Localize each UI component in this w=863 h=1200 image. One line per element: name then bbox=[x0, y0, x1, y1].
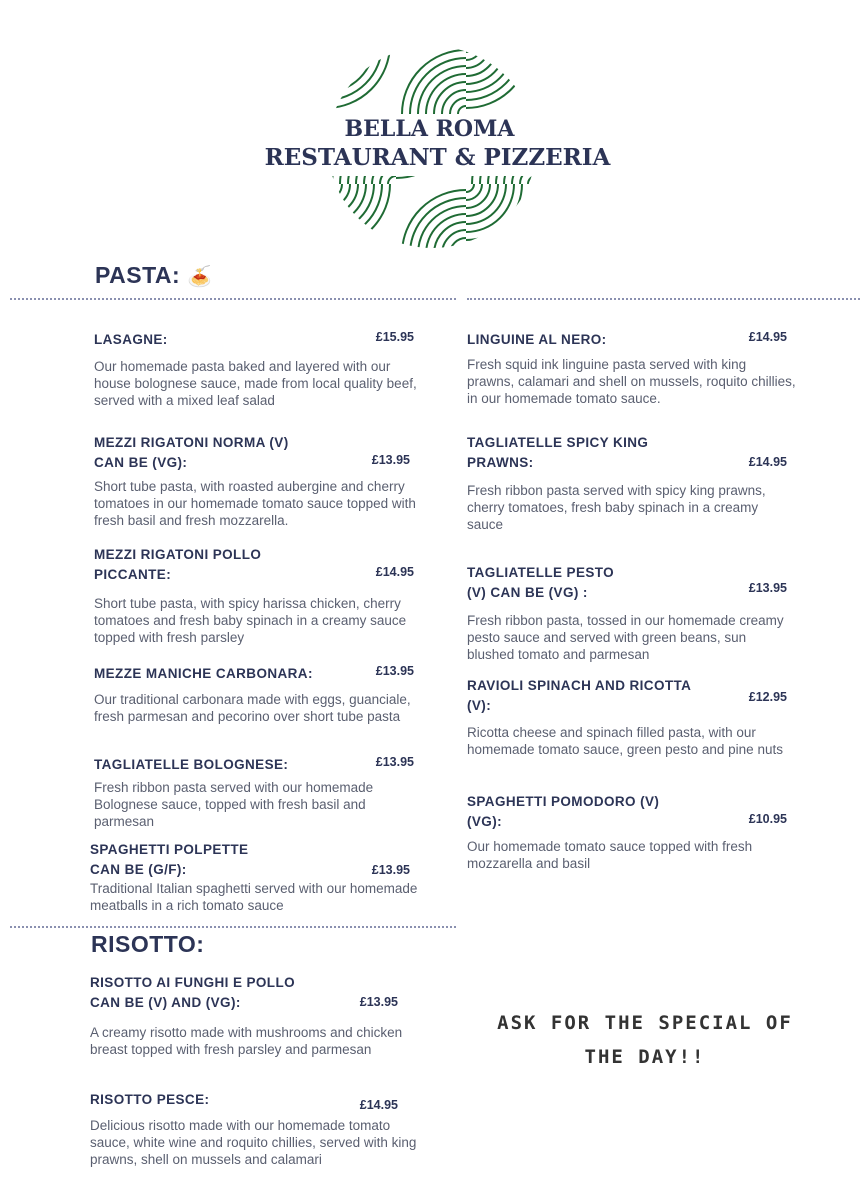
pasta-heading: PASTA: bbox=[95, 262, 181, 288]
item-price: £14.95 bbox=[359, 1098, 398, 1112]
menu-item-risotto-pesce bbox=[90, 1090, 417, 1167]
menu-item-rigatoni-norma bbox=[94, 433, 416, 528]
item-description: Delicious risotto made with our homemade tomato sauce, white wine and roquito chillies, served with king prawns, shell on mussels and calamari bbox=[90, 1118, 417, 1167]
item-name-line2: (V): bbox=[467, 698, 492, 713]
logo-arc bbox=[388, 176, 396, 184]
item-price: £13.95 bbox=[375, 664, 414, 678]
menu-item-spicy-prawns bbox=[467, 433, 787, 532]
logo-arc bbox=[326, 44, 382, 100]
menu-item-carbonara bbox=[94, 664, 414, 724]
special-of-the-day bbox=[440, 1006, 850, 1074]
special-line-2: THE DAY!! bbox=[584, 1046, 706, 1068]
item-name-line2: CAN BE (V) AND (VG): bbox=[90, 995, 241, 1010]
item-price: £12.95 bbox=[748, 690, 787, 704]
divider bbox=[10, 298, 456, 300]
item-name: RAVIOLI SPINACH AND RICOTTA bbox=[467, 678, 692, 693]
special-line-1: ASK FOR THE SPECIAL OF bbox=[497, 1012, 793, 1034]
item-price: £13.95 bbox=[748, 581, 787, 595]
item-price: £13.95 bbox=[371, 863, 410, 877]
logo-arc bbox=[528, 176, 536, 184]
logo-arc bbox=[458, 106, 466, 114]
item-name-line2: (VG): bbox=[467, 814, 502, 829]
item-name: SPAGHETTI POMODORO (V) bbox=[467, 794, 660, 809]
item-name: RISOTTO AI FUNGHI E POLLO bbox=[90, 975, 296, 990]
item-name-line2: (V) CAN BE (VG) : bbox=[467, 585, 588, 600]
restaurant-name: BELLA ROMA bbox=[344, 116, 515, 142]
logo-arc bbox=[466, 44, 474, 52]
section-risotto: RISOTTO: bbox=[91, 931, 205, 957]
item-price: £14.95 bbox=[375, 565, 414, 579]
divider bbox=[467, 298, 860, 300]
logo-arc bbox=[326, 184, 350, 208]
item-price: £13.95 bbox=[371, 453, 410, 467]
item-name: RISOTTO PESCE: bbox=[90, 1092, 210, 1107]
item-description: Our traditional carbonara made with eggs, guanciale, fresh parmesan and pecorino over short tube pasta bbox=[94, 692, 411, 724]
logo-arc bbox=[326, 44, 390, 108]
menu-item-lasagne bbox=[94, 330, 417, 408]
item-name: LASAGNE: bbox=[94, 332, 168, 347]
logo-arc bbox=[442, 230, 466, 250]
item-name-line2: CAN BE (G/F): bbox=[90, 862, 187, 877]
item-description: Traditional Italian spaghetti served with our homemade meatballs in a rich tomato sauce bbox=[90, 881, 418, 913]
logo-arc bbox=[466, 44, 490, 68]
logo-arc bbox=[466, 44, 482, 60]
item-name: MEZZE MANICHE CARBONARA: bbox=[94, 666, 313, 681]
logo-arc bbox=[326, 44, 358, 76]
item-description: Fresh ribbon pasta served with spicy king prawns, cherry tomatoes, fresh baby spinach in a creamy sauce bbox=[467, 483, 766, 532]
logo-arc bbox=[326, 44, 350, 68]
logo-arc bbox=[466, 184, 474, 192]
item-description: A creamy risotto made with mushrooms and chicken breast topped with fresh parsley and parmesan bbox=[90, 1025, 403, 1057]
item-price: £10.95 bbox=[748, 812, 787, 826]
item-description: Our homemade tomato sauce topped with fresh mozzarella and basil bbox=[467, 839, 753, 871]
logo-arc bbox=[326, 44, 334, 52]
menu-item-linguine bbox=[467, 330, 796, 406]
menu-item-bolognese bbox=[94, 755, 414, 829]
item-name: MEZZI RIGATONI POLLO bbox=[94, 547, 262, 562]
logo-arc bbox=[418, 206, 466, 250]
item-description: Fresh ribbon pasta served with our homemade Bolognese sauce, topped with fresh basil and parmesan bbox=[94, 780, 374, 829]
item-description: Ricotta cheese and spinach filled pasta, with our homemade tomato sauce, green pesto and pine nuts bbox=[467, 725, 783, 757]
item-price: £15.95 bbox=[375, 330, 414, 344]
item-price: £13.95 bbox=[375, 755, 414, 769]
menu-item-polpette bbox=[90, 840, 418, 913]
item-price: £14.95 bbox=[748, 455, 787, 469]
item-name: LINGUINE AL NERO: bbox=[467, 332, 607, 347]
item-description: Short tube pasta, with spicy harissa chicken, cherry tomatoes and fresh baby spinach in a creamy sauce topped with fresh parsley bbox=[94, 596, 407, 645]
item-description: Our homemade pasta baked and layered with our house bolognese sauce, made from local quality beef, served with a mixed leaf salad bbox=[94, 359, 417, 408]
spaghetti-icon: 🍝 bbox=[187, 266, 213, 288]
item-description: Short tube pasta, with roasted aubergine and cherry tomatoes in our homemade tomato sauce topped with fresh basil and fresh mozzarella. bbox=[94, 479, 416, 528]
divider bbox=[10, 926, 456, 928]
logo-arc bbox=[326, 184, 342, 200]
menu-item-pomodoro bbox=[467, 792, 787, 871]
menu-item-risotto-funghi bbox=[90, 973, 403, 1057]
section-pasta bbox=[95, 262, 213, 289]
item-name: TAGLIATELLE SPICY KING bbox=[467, 435, 649, 450]
item-name-line2: PRAWNS: bbox=[467, 455, 534, 470]
item-price: £13.95 bbox=[359, 995, 398, 1009]
logo-arc bbox=[450, 238, 466, 250]
logo-arc bbox=[326, 184, 334, 192]
item-name-line2: PICCANTE: bbox=[94, 567, 172, 582]
restaurant-subtitle: RESTAURANT & PIZZERIA bbox=[264, 144, 611, 171]
logo-arc bbox=[326, 44, 342, 60]
item-name: TAGLIATELLE BOLOGNESE: bbox=[94, 757, 289, 772]
item-name: SPAGHETTI POLPETTE bbox=[90, 842, 249, 857]
item-description: Fresh ribbon pasta, tossed in our homemade creamy pesto sauce and served with green beans, sun blushed tomato and parmesan bbox=[467, 613, 784, 662]
menu-item-ravioli bbox=[467, 676, 787, 757]
item-price: £14.95 bbox=[748, 330, 787, 344]
item-description: Fresh squid ink linguine pasta served with king prawns, calamari and shell on mussels, roquito chillies, in our homemade tomato sauce. bbox=[467, 357, 796, 406]
item-name: MEZZI RIGATONI NORMA (V) bbox=[94, 435, 289, 450]
menu-item-rigatoni-pollo bbox=[94, 545, 414, 645]
logo-arc bbox=[458, 246, 466, 250]
logo-arc bbox=[326, 44, 374, 92]
item-name-line2: CAN BE (VG): bbox=[94, 455, 188, 470]
item-name: TAGLIATELLE PESTO bbox=[467, 565, 615, 580]
menu-item-pesto bbox=[467, 563, 787, 662]
